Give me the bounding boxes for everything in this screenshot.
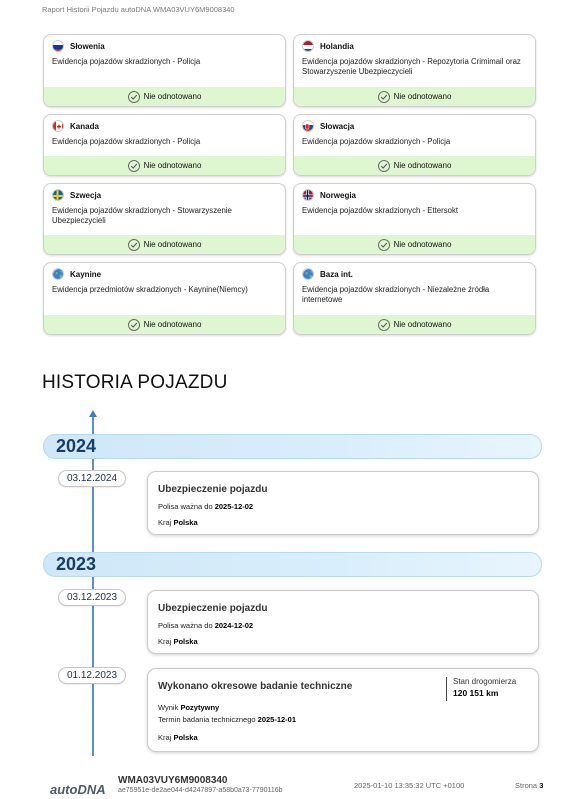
canada-flag-icon <box>52 120 64 132</box>
card-canada <box>43 114 286 176</box>
sweden-flag-icon <box>52 189 64 201</box>
status-label: Nie odnotowano <box>393 161 452 170</box>
event-detail: Termin badania technicznego 2025-12-01 <box>158 715 297 724</box>
event-detail: Kraj Polska <box>158 733 198 742</box>
timeline-line <box>92 416 94 756</box>
event-title: Ubezpieczenie pojazdu <box>158 603 268 614</box>
footer-vin: WMA03VUY6M9008340 <box>118 775 228 786</box>
card-status <box>294 235 535 254</box>
card-description: Ewidencja pojazdów skradzionych - Stowarzyszenie Ubezpieczycieli <box>52 206 232 225</box>
slovakia-flag-icon <box>302 120 314 132</box>
netherlands-flag-icon <box>302 40 314 52</box>
card-status <box>44 156 285 175</box>
status-label: Nie odnotowano <box>393 92 452 101</box>
card-status <box>294 87 535 106</box>
event-detail: Kraj Polska <box>158 518 198 527</box>
event-card <box>147 471 539 535</box>
status-label: Nie odnotowano <box>393 240 452 249</box>
footer-page: Strona 3 <box>515 781 544 790</box>
slovenia-flag-icon <box>52 40 64 52</box>
year-label: 2024 <box>56 436 97 456</box>
event-detail: Polisa ważna do 2024-12-02 <box>158 621 254 630</box>
globe-icon <box>302 268 314 280</box>
check-icon <box>128 239 140 251</box>
check-icon <box>378 160 390 172</box>
event-card <box>147 668 539 752</box>
status-label: Nie odnotowano <box>143 240 202 249</box>
section-title: HISTORIA POJAZDU <box>42 372 228 393</box>
check-icon <box>378 91 390 103</box>
norway-flag-icon <box>302 189 314 201</box>
arrow-up-icon <box>89 410 97 417</box>
card-netherlands <box>293 34 536 107</box>
card-status <box>294 315 535 334</box>
card-country: Słowenia <box>70 41 105 51</box>
event-card <box>147 590 539 654</box>
event-date: 03.12.2024 <box>58 470 126 487</box>
event-detail: Polisa ważna do 2025-12-02 <box>158 502 254 511</box>
card-international-db <box>293 262 536 335</box>
year-label: 2023 <box>56 554 97 574</box>
check-icon <box>378 239 390 251</box>
event-title: Ubezpieczenie pojazdu <box>158 484 268 495</box>
odometer-value: 120 151 km <box>453 688 499 698</box>
event-detail: Kraj Polska <box>158 637 198 646</box>
check-icon <box>128 319 140 331</box>
card-description: Ewidencja pojazdów skradzionych - Policja <box>52 137 201 146</box>
year-bar <box>43 434 542 459</box>
card-description: Ewidencja pojazdów skradzionych - Niezależne źródła internetowe <box>302 285 490 304</box>
card-norway <box>293 183 536 255</box>
card-sweden <box>43 183 286 255</box>
card-description: Ewidencja przedmiotów skradzionych - Kaynine(Niemcy) <box>52 285 248 294</box>
event-date: 03.12.2023 <box>58 589 126 606</box>
card-description: Ewidencja pojazdów skradzionych - Ettersokt <box>302 206 459 215</box>
card-country: Holandia <box>320 41 354 51</box>
autodna-logo: autoDNA <box>50 782 106 797</box>
status-label: Nie odnotowano <box>143 92 202 101</box>
card-status <box>294 156 535 175</box>
check-icon <box>128 91 140 103</box>
check-icon <box>378 319 390 331</box>
odometer-block <box>446 677 516 701</box>
event-detail: Wynik Pozytywny <box>158 703 220 712</box>
card-slovenia <box>43 34 286 107</box>
card-kaynine <box>43 262 286 335</box>
year-bar <box>43 552 542 577</box>
card-country: Kaynine <box>70 269 102 279</box>
card-description: Ewidencja pojazdów skradzionych - Policja <box>302 137 451 146</box>
card-description: Ewidencja pojazdów skradzionych - Repozytoria Crimimail oraz Stowarzyszenie Ubezpieczycieli <box>302 57 521 76</box>
status-label: Nie odnotowano <box>143 161 202 170</box>
event-date: 01.12.2023 <box>58 667 126 684</box>
status-label: Nie odnotowano <box>393 320 452 329</box>
card-country: Słowacja <box>320 121 355 131</box>
card-country: Norwegia <box>320 190 357 200</box>
card-slovakia <box>293 114 536 176</box>
status-label: Nie odnotowano <box>143 320 202 329</box>
globe-icon <box>52 268 64 280</box>
footer-datetime: 2025-01-10 13:35:32 UTC +0100 <box>354 781 465 790</box>
event-title: Wykonano okresowe badanie techniczne <box>158 681 353 692</box>
footer-report-id: ae75951e-de2ae044-d4247897-a58b0a73-7790116b <box>118 787 283 794</box>
card-status <box>44 87 285 106</box>
card-status <box>44 315 285 334</box>
card-country: Kanada <box>70 121 99 131</box>
check-icon <box>128 160 140 172</box>
report-header-meta: Raport Historii Pojazdu autoDNA WMA03VUY6M9008340 <box>42 5 235 14</box>
card-status <box>44 235 285 254</box>
odometer-label: Stan drogomierza <box>453 677 517 686</box>
card-country: Szwecja <box>70 190 102 200</box>
card-description: Ewidencja pojazdów skradzionych - Policja <box>52 57 201 66</box>
card-country: Baza int. <box>320 269 353 279</box>
